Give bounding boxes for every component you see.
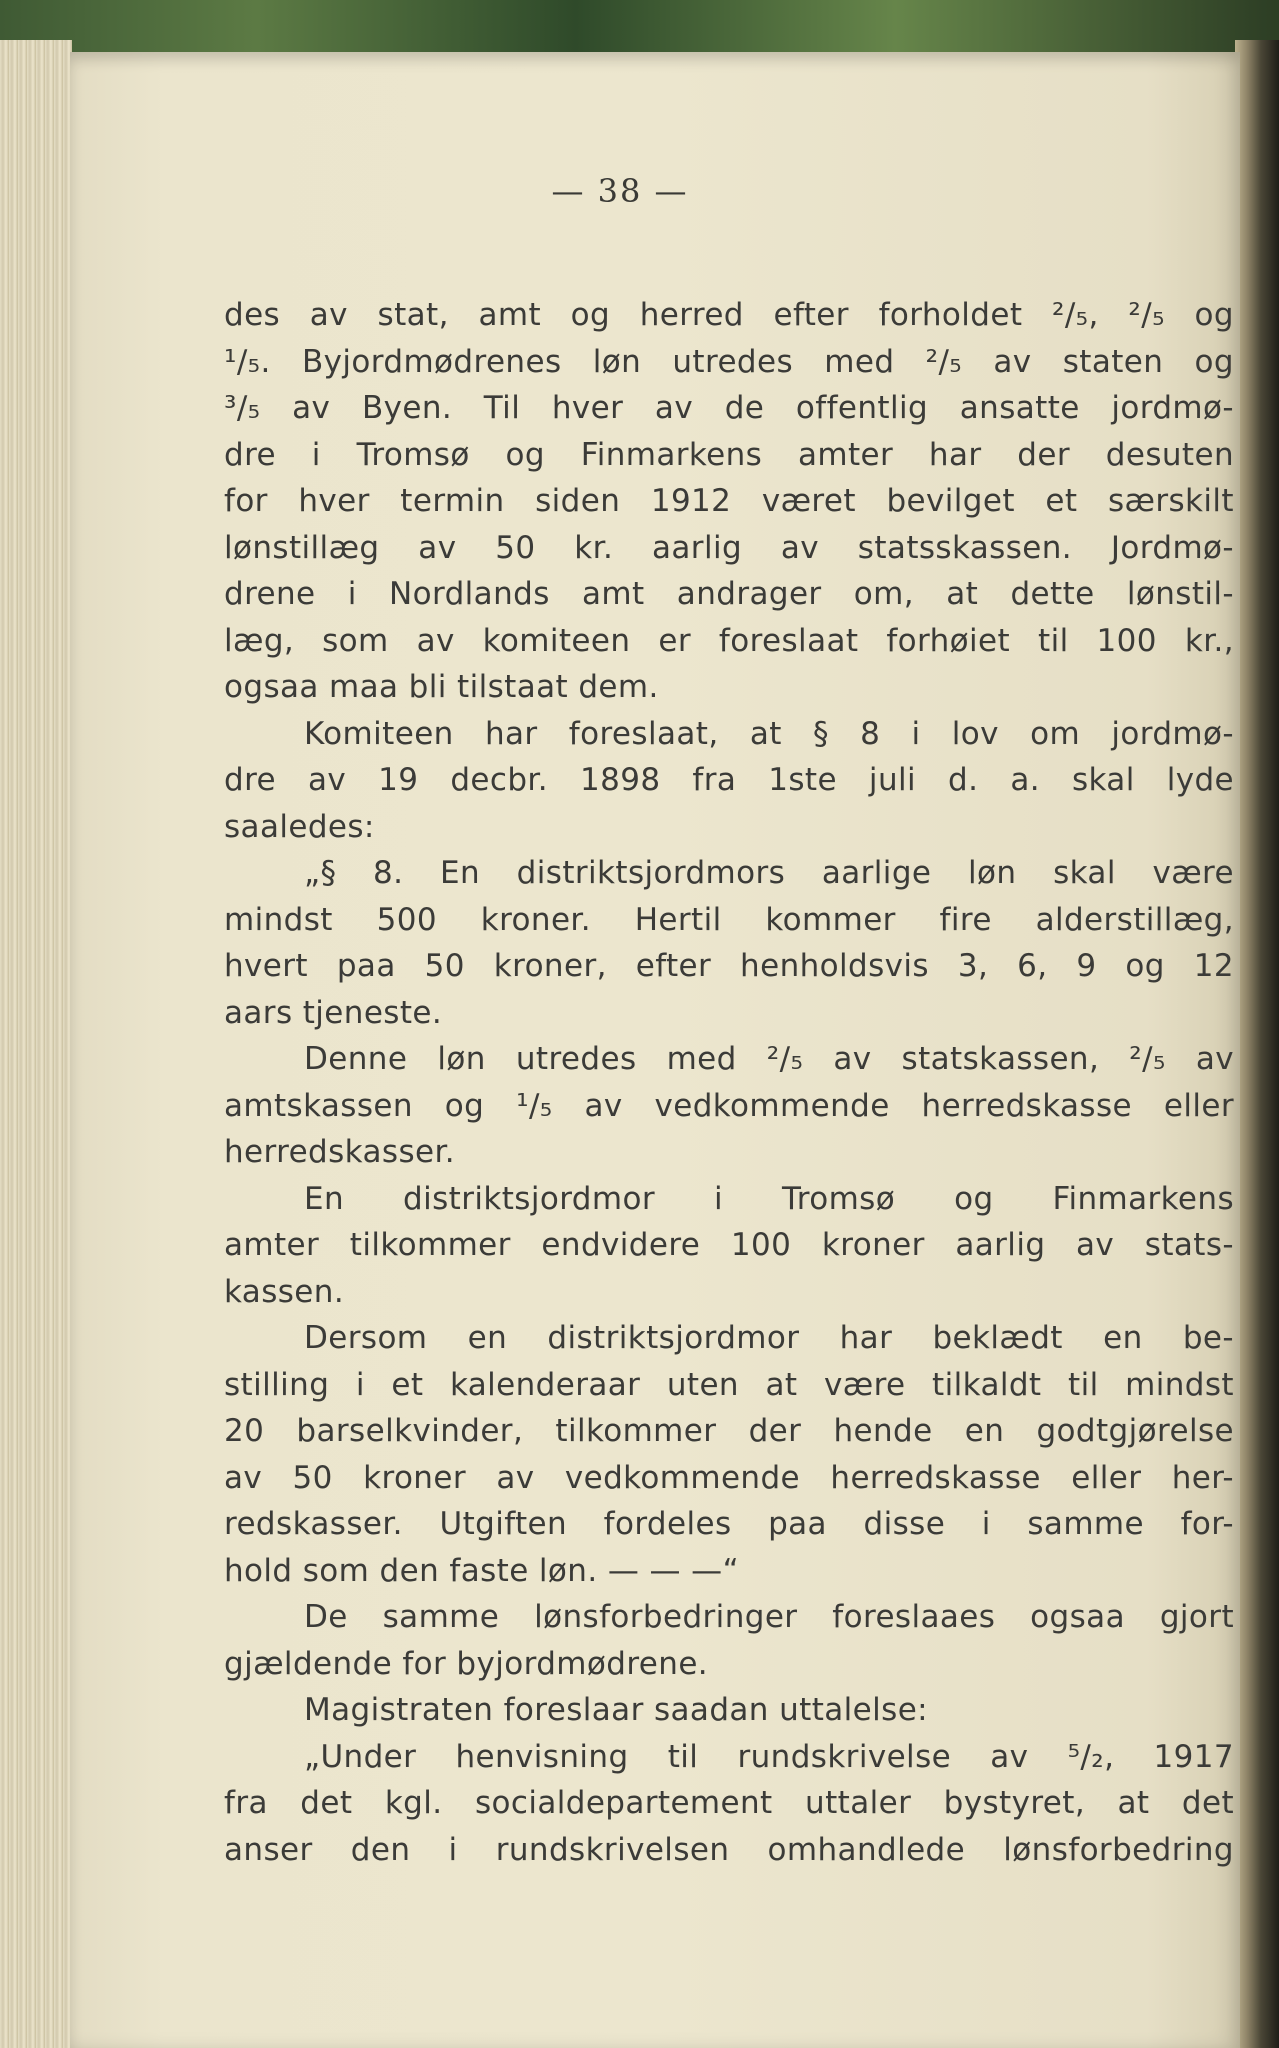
text-line: lønstillæg av 50 kr. aarlig av statsskassen. Jordmø- <box>224 529 1234 566</box>
body-text <box>224 292 1234 1873</box>
text-line: gjældende for byjordmødrene. <box>224 1645 709 1682</box>
page-number: — 38 — <box>551 172 689 210</box>
text-line: aars tjeneste. <box>224 994 443 1031</box>
text-line: saaledes: <box>224 808 375 845</box>
text-line: læg, som av komiteen er foreslaat forhøiet til 100 kr., <box>224 622 1234 659</box>
text-line: anser den i rundskrivelsen omhandlede lønsforbedring <box>224 1831 1234 1868</box>
text-line: herredskasser. <box>224 1134 456 1170</box>
text-line: amter tilkommer endvidere 100 kroner aarlig av stats- <box>224 1227 1234 1263</box>
text-line: En distriktsjordmor i Tromsø og Finmarkens <box>304 1180 1234 1217</box>
page-stack-left-edge <box>0 40 72 2048</box>
text-line: hvert paa 50 kroner, efter henholdsvis 3, 6, 9 og 12 <box>224 948 1234 984</box>
text-line: „Under henvisning til rundskrivelse av ⁵/₂, 1917 <box>304 1738 1234 1775</box>
text-line: Komiteen har foreslaat, at § 8 i lov om jordmø- <box>304 715 1234 752</box>
text-line: Dersom en distriktsjordmor har beklædt en be- <box>304 1320 1234 1356</box>
text-line: redskasser. Utgiften fordeles paa disse i samme for- <box>224 1506 1234 1542</box>
text-line: ¹/₅. Byjordmødrenes løn utredes med ²/₅ av staten og <box>224 343 1234 380</box>
text-line: ³/₅ av Byen. Til hver av de offentlig ansatte jordmø- <box>224 390 1234 426</box>
text-line: mindst 500 kroner. Hertil kommer fire alderstillæg, <box>224 901 1234 938</box>
text-line: for hver termin siden 1912 været bevilget et særskilt <box>224 483 1234 519</box>
book-spine-shadow <box>1235 40 1279 2048</box>
text-line: av 50 kroner av vedkommende herredskasse eller her- <box>224 1459 1234 1496</box>
book-cover-top <box>0 0 1279 60</box>
text-line: ogsaa maa bli tilstaat dem. <box>224 669 659 705</box>
text-line: De samme lønsforbedringer foreslaaes ogsaa gjort <box>304 1599 1234 1635</box>
text-line: drene i Nordlands amt andrager om, at dette lønstil- <box>224 576 1234 612</box>
text-line: hold som den faste løn. — — —“ <box>224 1552 740 1589</box>
text-line: Magistraten foreslaar saadan uttalelse: <box>304 1692 929 1728</box>
text-line: 20 barselkvinder, tilkommer der hende en godtgjørelse <box>224 1413 1234 1449</box>
text-line: kassen. <box>224 1273 345 1310</box>
text-line: des av stat, amt og herred efter forholdet ²/₅, ²/₅ og <box>224 297 1234 333</box>
text-line: stilling i et kalenderaar uten at være tilkaldt til mindst <box>224 1366 1234 1403</box>
text-line: amtskassen og ¹/₅ av vedkommende herredskasse eller <box>224 1087 1234 1124</box>
text-line: fra det kgl. socialdepartement uttaler bystyret, at det <box>224 1785 1234 1821</box>
book-page <box>70 52 1240 2048</box>
text-line: dre i Tromsø og Finmarkens amter har der desuten <box>224 436 1234 473</box>
text-line: Denne løn utredes med ²/₅ av statskassen, ²/₅ av <box>304 1041 1234 1077</box>
text-line: „§ 8. En distriktsjordmors aarlige løn skal være <box>304 855 1234 891</box>
text-line: dre av 19 decbr. 1898 fra 1ste juli d. a. skal lyde <box>224 762 1234 798</box>
